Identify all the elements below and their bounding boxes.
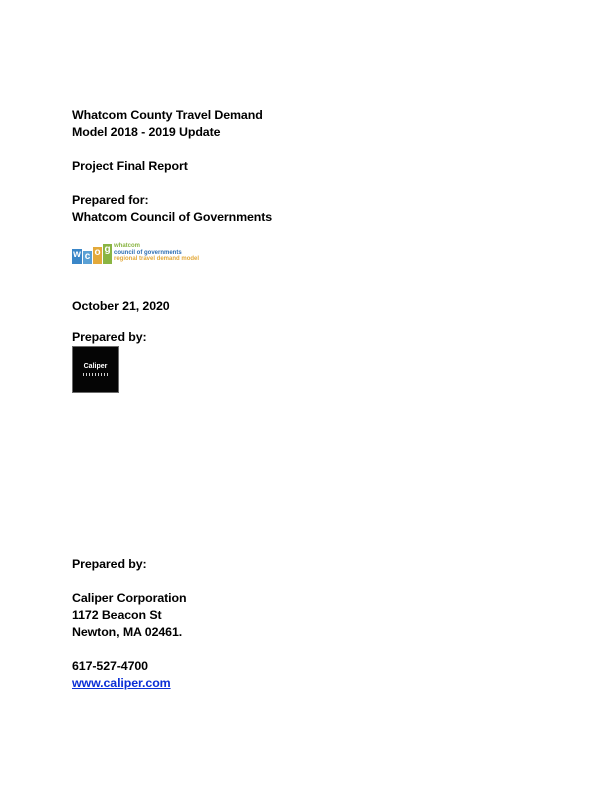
phone-number: 617-527-4700 xyxy=(72,659,148,673)
wcog-tile-o: o xyxy=(93,247,102,264)
wcog-logo-text xyxy=(114,243,199,263)
wcog-tile-w: w xyxy=(72,249,82,264)
report-date: October 21, 2020 xyxy=(72,299,170,313)
prepared-for-label: Prepared for: xyxy=(72,193,149,207)
address-line-1: 1172 Beacon St xyxy=(72,608,162,622)
wcog-logo-tiles xyxy=(72,242,113,264)
caliper-logo xyxy=(72,346,119,393)
caliper-logo-name: Caliper xyxy=(83,363,108,370)
prepared-by-label-bottom: Prepared by: xyxy=(72,557,147,571)
title-line-1: Whatcom County Travel Demand xyxy=(72,108,263,122)
company-name: Caliper Corporation xyxy=(72,591,187,605)
wcog-logo xyxy=(72,242,207,264)
wcog-tile-g: g xyxy=(103,244,112,264)
caliper-ruler-icon xyxy=(83,373,108,376)
website-link[interactable]: www.caliper.com xyxy=(72,676,171,690)
prepared-for-org: Whatcom Council of Governments xyxy=(72,210,273,224)
title-line-2: Model 2018 - 2019 Update xyxy=(72,125,221,139)
wcog-tile-c: c xyxy=(84,251,91,262)
prepared-by-label-top: Prepared by: xyxy=(72,330,147,344)
report-subtitle: Project Final Report xyxy=(72,159,188,173)
address-line-2: Newton, MA 02461. xyxy=(72,625,183,639)
wcog-logo-line-1: whatcom xyxy=(114,243,141,249)
wcog-logo-line-2: council of governments xyxy=(114,249,182,256)
wcog-logo-line-3: regional travel demand model xyxy=(114,256,200,262)
